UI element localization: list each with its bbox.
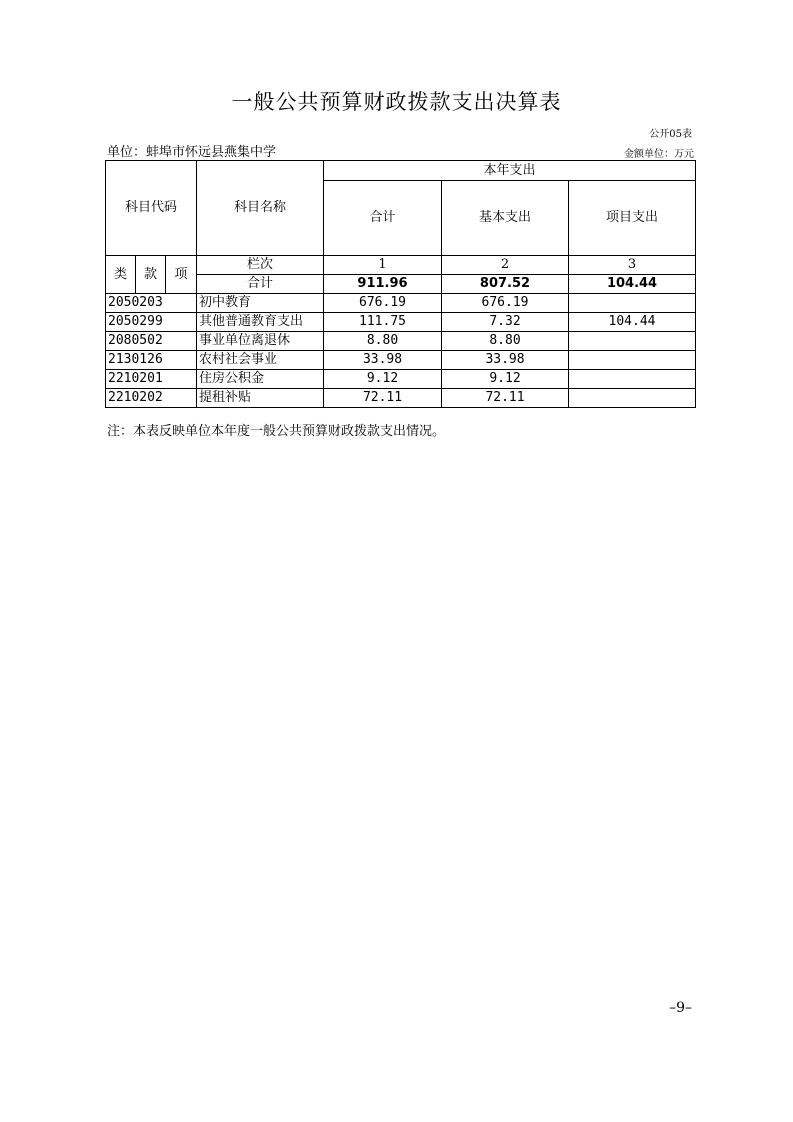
header-name: 科目名称 — [197, 161, 324, 256]
table-note: 注：本表反映单位本年度一般公共预算财政拨款支出情况。 — [107, 424, 446, 439]
row-basic: 9.12 — [442, 370, 569, 389]
row-project: 104.44 — [569, 313, 696, 332]
row-code: 2050299 — [106, 313, 197, 332]
sum-basic: 807.52 — [442, 275, 569, 294]
amount-unit: 金额单位：万元 — [624, 149, 694, 160]
row-total: 33.98 — [324, 351, 442, 370]
header-kuan: 款 — [136, 256, 166, 294]
header-total: 合计 — [324, 181, 442, 256]
table-row — [106, 294, 696, 313]
row-project — [569, 294, 696, 313]
table-row — [106, 370, 696, 389]
table-row — [106, 332, 696, 351]
sum-project: 104.44 — [569, 275, 696, 294]
row-code: 2080502 — [106, 332, 197, 351]
column-number-3: 3 — [569, 256, 696, 275]
header-group: 本年支出 — [324, 161, 696, 181]
column-number-2: 2 — [442, 256, 569, 275]
row-total: 111.75 — [324, 313, 442, 332]
table-row — [106, 389, 696, 408]
row-project — [569, 351, 696, 370]
row-name: 提租补贴 — [197, 389, 324, 408]
row-code: 2210202 — [106, 389, 197, 408]
row-name: 初中教育 — [197, 294, 324, 313]
header-basic: 基本支出 — [442, 181, 569, 256]
form-code: 公开05表 — [649, 129, 692, 140]
page-number: –9– — [669, 1000, 692, 1016]
budget-table — [105, 160, 696, 408]
row-name: 农村社会事业 — [197, 351, 324, 370]
row-project — [569, 370, 696, 389]
row-code: 2130126 — [106, 351, 197, 370]
row-basic: 7.32 — [442, 313, 569, 332]
header-code: 科目代码 — [106, 161, 197, 256]
row-basic: 33.98 — [442, 351, 569, 370]
row-code: 2210201 — [106, 370, 197, 389]
row-project — [569, 332, 696, 351]
table-row — [106, 351, 696, 370]
row-name: 其他普通教育支出 — [197, 313, 324, 332]
row-total: 9.12 — [324, 370, 442, 389]
row-total: 72.11 — [324, 389, 442, 408]
header-lanci: 栏次 — [197, 256, 324, 275]
row-project — [569, 389, 696, 408]
row-code: 2050203 — [106, 294, 197, 313]
row-name: 事业单位离退休 — [197, 332, 324, 351]
column-number-1: 1 — [324, 256, 442, 275]
row-name: 住房公积金 — [197, 370, 324, 389]
page-title: 一般公共预算财政拨款支出决算表 — [231, 90, 562, 114]
row-basic: 676.19 — [442, 294, 569, 313]
table-row — [106, 313, 696, 332]
sum-label: 合计 — [197, 275, 324, 294]
sum-total: 911.96 — [324, 275, 442, 294]
header-xiang: 项 — [166, 256, 197, 294]
row-total: 8.80 — [324, 332, 442, 351]
unit-label: 单位：蚌埠市怀远县燕集中学 — [107, 145, 277, 160]
row-total: 676.19 — [324, 294, 442, 313]
row-basic: 8.80 — [442, 332, 569, 351]
header-lei: 类 — [106, 256, 136, 294]
header-project: 项目支出 — [569, 181, 696, 256]
row-basic: 72.11 — [442, 389, 569, 408]
